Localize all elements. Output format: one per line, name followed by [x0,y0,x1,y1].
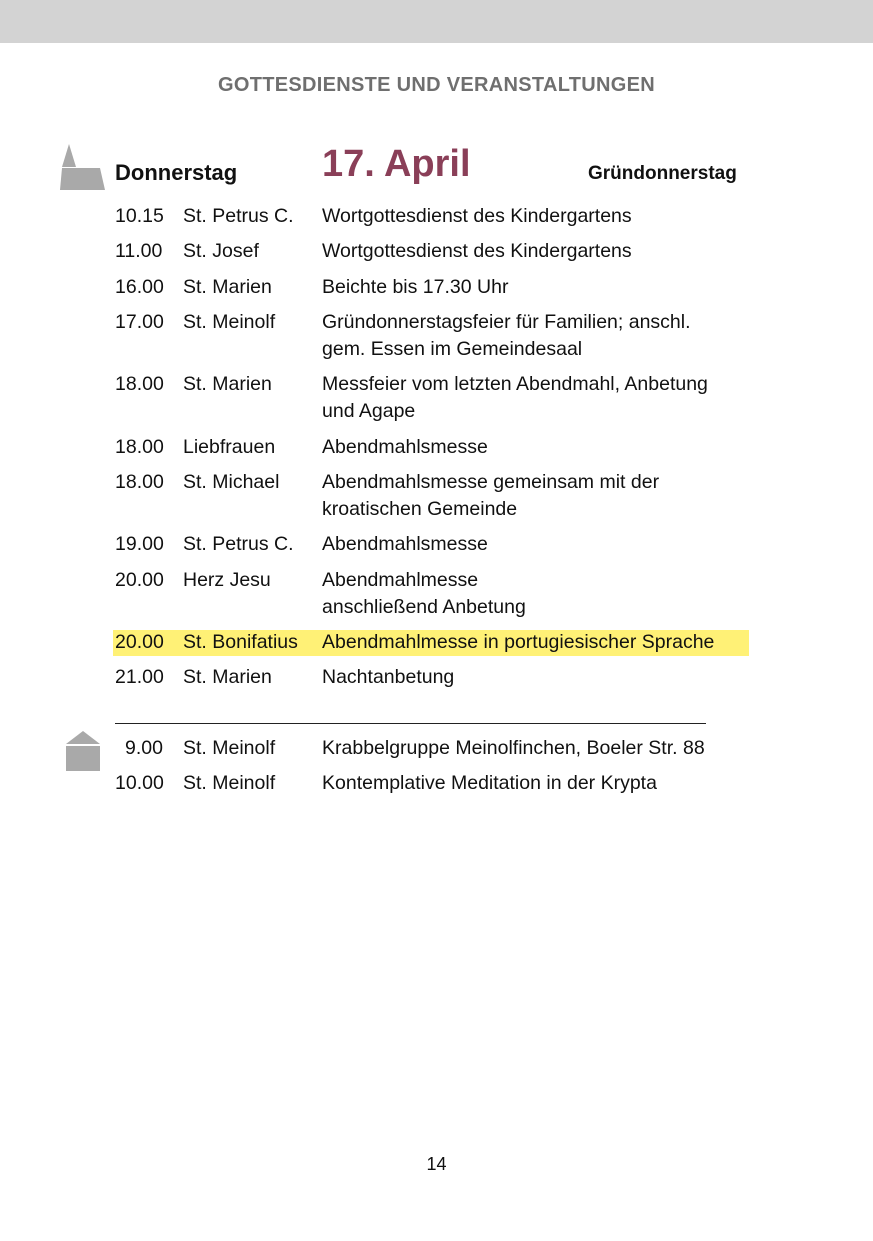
service-time: 11.00 [115,240,163,262]
service-place: St. Marien [183,276,272,298]
event-description [322,770,762,797]
service-description [322,203,762,230]
service-time: 21.00 [115,666,164,688]
service-description [322,567,762,621]
service-place: St. Meinolf [183,311,276,333]
description-line: Kontemplative Meditation in der Krypta [322,772,657,794]
description-line: Gründonnerstagsfeier für Familien; anschl. [322,311,691,333]
service-description [322,371,762,425]
page-number: 14 [426,1154,447,1174]
service-time: 19.00 [115,533,164,555]
description-line: Wortgottesdienst des Kindergartens [322,240,632,262]
service-description [322,274,762,301]
description-line: Abendmahlsmesse [322,436,488,458]
description-line: Abendmahlmesse [322,569,479,591]
section-divider [115,723,706,724]
service-description [322,309,762,363]
service-description [322,434,762,461]
description-line: Abendmahlmesse in portugiesischer Sprache [322,631,715,653]
description-line: Messfeier vom letzten Abendmahl, Anbetung [322,373,708,395]
description-line: kroatischen Gemeinde [322,498,518,520]
weekday: Donnerstag [115,160,238,185]
service-place: St. Petrus C. [183,533,294,555]
service-place: Herz Jesu [183,569,271,591]
service-description [322,531,762,558]
description-line: gem. Essen im Gemeindesaal [322,338,583,360]
event-time: 10.00 [115,772,164,794]
event-place: St. Meinolf [183,737,276,759]
service-description [322,238,762,265]
service-time: 18.00 [115,373,164,395]
service-description [322,469,762,523]
service-time: 10.15 [115,205,164,227]
service-time: 18.00 [115,471,164,493]
section-title: GOTTESDIENSTE UND VERANSTALTUNGEN [218,74,655,96]
description-line: Krabbelgruppe Meinolfinchen, Boeler Str. 88 [322,737,705,759]
top-bar [0,0,873,43]
church-icon [58,142,106,192]
description-line: anschließend Anbetung [322,596,526,618]
service-description [322,629,762,656]
description-line: und Agape [322,400,416,422]
description-line: Beichte bis 17.30 Uhr [322,276,509,298]
service-time: 20.00 [115,631,164,653]
description-line: Abendmahlsmesse gemeinsam mit der [322,471,660,493]
service-time: 17.00 [115,311,164,333]
service-place: St. Bonifatius [183,631,298,653]
feast-name: Gründonnerstag [588,163,737,184]
service-place: St. Marien [183,666,272,688]
service-time: 16.00 [115,276,164,298]
house-icon [63,730,103,772]
date-heading: 17. April [322,143,471,185]
event-description [322,735,762,762]
service-description [322,664,762,691]
service-place: Liebfrauen [183,436,276,458]
service-place: St. Josef [183,240,259,262]
event-place: St. Meinolf [183,772,276,794]
service-time: 18.00 [115,436,164,458]
service-place: St. Marien [183,373,272,395]
description-line: Abendmahlsmesse [322,533,488,555]
description-line: Nachtanbetung [322,666,455,688]
description-line: Wortgottesdienst des Kindergartens [322,205,632,227]
service-place: St. Petrus C. [183,205,294,227]
service-place: St. Michael [183,471,280,493]
service-time: 20.00 [115,569,164,591]
event-time: 9.00 [125,737,163,759]
